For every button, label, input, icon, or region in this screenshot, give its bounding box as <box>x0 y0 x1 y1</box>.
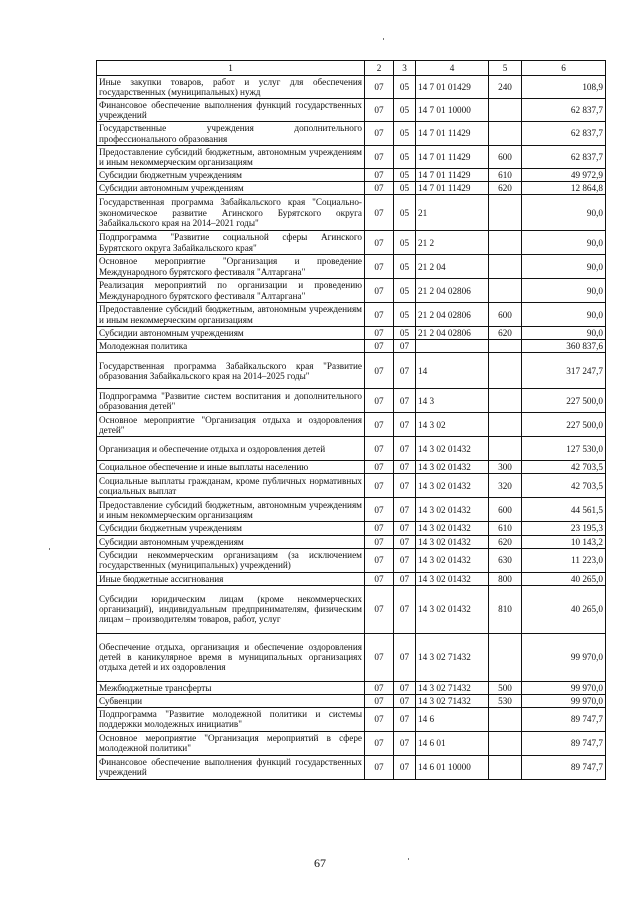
row-name: Социальные выплаты гражданам, кроме публичных нормативных социальных выплат <box>97 474 365 498</box>
row-subsection: 07 <box>394 353 416 389</box>
row-name: Межбюджетные трансферты <box>97 681 365 694</box>
table-row <box>97 755 606 779</box>
table-row <box>97 76 606 99</box>
row-target-article: 14 3 02 <box>416 413 489 437</box>
row-subsection: 07 <box>394 694 416 707</box>
table-row <box>97 279 606 303</box>
row-name: Субсидии бюджетным учреждениям <box>97 168 365 181</box>
row-expense-type: 240 <box>489 76 522 99</box>
row-name: Подпрограмма "Развитие социальной сферы Агинского Бурятского округа Забайкальского края" <box>97 231 365 255</box>
row-amount: 62 837,7 <box>522 122 606 145</box>
row-name: Субвенции <box>97 694 365 707</box>
row-section: 07 <box>365 437 394 461</box>
row-subsection: 07 <box>394 437 416 461</box>
row-section: 07 <box>365 389 394 413</box>
table-row <box>97 255 606 279</box>
row-section: 07 <box>365 413 394 437</box>
row-section: 07 <box>365 498 394 522</box>
row-expense-type <box>489 231 522 255</box>
row-amount: 10 143,2 <box>522 535 606 548</box>
row-target-article: 21 2 04 02806 <box>416 279 489 303</box>
table-row <box>97 181 606 194</box>
row-name: Государственные учреждения дополнительного профессионального образования <box>97 122 365 145</box>
row-subsection: 07 <box>394 585 416 633</box>
row-amount: 89 747,7 <box>522 707 606 731</box>
row-target-article: 14 7 01 01429 <box>416 76 489 99</box>
table-row <box>97 413 606 437</box>
row-amount: 99 970,0 <box>522 633 606 681</box>
row-name: Организация и обеспечение отдыха и оздоровления детей <box>97 437 365 461</box>
row-name: Финансовое обеспечение выполнения функций государственных учреждений <box>97 755 365 779</box>
row-amount: 317 247,7 <box>522 353 606 389</box>
row-expense-type <box>489 413 522 437</box>
table-row <box>97 340 606 353</box>
row-target-article: 14 3 02 01432 <box>416 474 489 498</box>
row-section: 07 <box>365 195 394 231</box>
row-name: Подпрограмма "Развитие молодежной политики и системы поддержки молодежных инициатив" <box>97 707 365 731</box>
row-subsection: 07 <box>394 707 416 731</box>
row-amount: 23 195,3 <box>522 522 606 535</box>
row-name: Субсидии юридическим лицам (кроме некоммерческих организаций), индивидуальным предпринимателям, физическим лицам – производителям товаров, работ, услуг <box>97 585 365 633</box>
row-subsection: 05 <box>394 327 416 340</box>
row-subsection: 05 <box>394 99 416 122</box>
row-expense-type: 620 <box>489 181 522 194</box>
row-expense-type: 610 <box>489 522 522 535</box>
table-row <box>97 389 606 413</box>
row-amount: 90,0 <box>522 279 606 303</box>
row-expense-type <box>489 633 522 681</box>
table-row <box>97 681 606 694</box>
table-row <box>97 535 606 548</box>
table-row <box>97 461 606 474</box>
row-name: Основное мероприятие "Организация и проведение Международного бурятского фестиваля "Алтаргана" <box>97 255 365 279</box>
row-amount: 90,0 <box>522 231 606 255</box>
row-section: 07 <box>365 535 394 548</box>
row-target-article: 14 3 02 01432 <box>416 461 489 474</box>
row-subsection: 05 <box>394 145 416 168</box>
row-amount: 42 703,5 <box>522 474 606 498</box>
row-section: 07 <box>365 694 394 707</box>
row-target-article: 14 3 02 71432 <box>416 633 489 681</box>
row-expense-type <box>489 255 522 279</box>
row-expense-type <box>489 340 522 353</box>
row-name: Предоставление субсидий бюджетным, автономным учреждениям и иным некоммерческим организациям <box>97 303 365 327</box>
row-section: 07 <box>365 353 394 389</box>
table-row <box>97 548 606 572</box>
row-section: 07 <box>365 707 394 731</box>
row-subsection: 05 <box>394 168 416 181</box>
row-name: Государственная программа Забайкальского края "Социально-экономическое развитие Агинского Бурятского округа Забайкальского края на 2014–2021 годы" <box>97 195 365 231</box>
row-subsection: 07 <box>394 548 416 572</box>
table-row <box>97 731 606 755</box>
row-section: 07 <box>365 279 394 303</box>
row-amount: 360 837,6 <box>522 340 606 353</box>
row-expense-type: 630 <box>489 548 522 572</box>
row-name: Финансовое обеспечение выполнения функций государственных учреждений <box>97 99 365 122</box>
row-target-article: 14 3 02 01432 <box>416 522 489 535</box>
table-row <box>97 145 606 168</box>
row-amount: 40 265,0 <box>522 585 606 633</box>
row-amount: 90,0 <box>522 255 606 279</box>
header-row <box>97 61 606 76</box>
row-section: 07 <box>365 681 394 694</box>
row-amount: 62 837,7 <box>522 99 606 122</box>
row-section: 07 <box>365 99 394 122</box>
table-row <box>97 498 606 522</box>
row-subsection: 07 <box>394 535 416 548</box>
row-name: Иные закупки товаров, работ и услуг для обеспечения государственных (муниципальных) нужд <box>97 76 365 99</box>
row-amount: 49 972,9 <box>522 168 606 181</box>
row-expense-type: 600 <box>489 498 522 522</box>
row-name: Субсидии бюджетным учреждениям <box>97 522 365 535</box>
row-target-article: 21 2 04 <box>416 255 489 279</box>
row-target-article: 21 2 04 02806 <box>416 327 489 340</box>
row-name: Государственная программа Забайкальского края "Развитие образования Забайкальского края на 2014–2025 годы" <box>97 353 365 389</box>
row-target-article: 14 3 02 01432 <box>416 548 489 572</box>
table-row <box>97 694 606 707</box>
table-row <box>97 633 606 681</box>
row-section: 07 <box>365 572 394 585</box>
row-target-article: 14 7 01 11429 <box>416 168 489 181</box>
row-amount: 62 837,7 <box>522 145 606 168</box>
table-row <box>97 437 606 461</box>
row-amount: 227 500,0 <box>522 413 606 437</box>
table-row <box>97 99 606 122</box>
table-row <box>97 231 606 255</box>
scan-speck <box>49 548 50 550</box>
row-name: Молодежная политика <box>97 340 365 353</box>
row-subsection: 07 <box>394 633 416 681</box>
row-subsection: 07 <box>394 755 416 779</box>
row-expense-type: 530 <box>489 694 522 707</box>
row-amount: 90,0 <box>522 195 606 231</box>
row-section: 07 <box>365 522 394 535</box>
row-target-article: 14 6 01 <box>416 731 489 755</box>
row-subsection: 07 <box>394 474 416 498</box>
row-subsection: 05 <box>394 255 416 279</box>
row-section: 07 <box>365 327 394 340</box>
row-section: 07 <box>365 181 394 194</box>
row-section: 07 <box>365 461 394 474</box>
row-section: 07 <box>365 145 394 168</box>
row-subsection: 05 <box>394 76 416 99</box>
row-subsection: 07 <box>394 572 416 585</box>
table-row <box>97 353 606 389</box>
row-expense-type <box>489 195 522 231</box>
row-name: Предоставление субсидий бюджетным, автономным учреждениям и иным некоммерческим организациям <box>97 145 365 168</box>
row-name: Субсидии автономным учреждениям <box>97 327 365 340</box>
row-target-article: 14 3 02 71432 <box>416 694 489 707</box>
row-target-article: 14 3 <box>416 389 489 413</box>
table-row <box>97 303 606 327</box>
row-section: 07 <box>365 548 394 572</box>
row-amount: 40 265,0 <box>522 572 606 585</box>
row-name: Иные бюджетные ассигнования <box>97 572 365 585</box>
row-section: 07 <box>365 303 394 327</box>
row-target-article: 21 2 <box>416 231 489 255</box>
row-expense-type: 600 <box>489 145 522 168</box>
row-expense-type: 800 <box>489 572 522 585</box>
row-name: Основное мероприятие "Организация отдыха и оздоровления детей" <box>97 413 365 437</box>
row-section: 07 <box>365 231 394 255</box>
row-expense-type: 620 <box>489 327 522 340</box>
row-expense-type <box>489 99 522 122</box>
row-name: Субсидии автономным учреждениям <box>97 535 365 548</box>
row-name: Субсидии некоммерческим организациям (за исключением государственных (муниципальных) учреждений) <box>97 548 365 572</box>
row-subsection: 07 <box>394 413 416 437</box>
row-subsection: 05 <box>394 231 416 255</box>
row-amount: 90,0 <box>522 303 606 327</box>
row-name: Субсидии автономным учреждениям <box>97 181 365 194</box>
row-expense-type <box>489 437 522 461</box>
table-row <box>97 327 606 340</box>
row-section: 07 <box>365 76 394 99</box>
row-name: Обеспечение отдыха, организация и обеспечение оздоровления детей в каникулярное время в муниципальных организациях отдыха детей и их оздоровления <box>97 633 365 681</box>
row-amount: 99 970,0 <box>522 681 606 694</box>
row-name: Основное мероприятие "Организация мероприятий в сфере молодежной политики" <box>97 731 365 755</box>
row-amount: 127 530,0 <box>522 437 606 461</box>
row-expense-type: 500 <box>489 681 522 694</box>
row-target-article <box>416 340 489 353</box>
row-section: 07 <box>365 585 394 633</box>
row-name: Реализация мероприятий по организации и проведению Международного бурятского фестиваля "Алтаргана" <box>97 279 365 303</box>
row-target-article: 14 <box>416 353 489 389</box>
row-expense-type: 320 <box>489 474 522 498</box>
row-target-article: 14 7 01 11429 <box>416 145 489 168</box>
header-cell: 4 <box>416 61 489 76</box>
header-cell: 5 <box>489 61 522 76</box>
row-section: 07 <box>365 474 394 498</box>
row-amount: 99 970,0 <box>522 694 606 707</box>
row-expense-type <box>489 279 522 303</box>
row-subsection: 07 <box>394 461 416 474</box>
row-subsection: 07 <box>394 522 416 535</box>
row-subsection: 05 <box>394 303 416 327</box>
row-subsection: 07 <box>394 389 416 413</box>
row-target-article: 14 7 01 11429 <box>416 181 489 194</box>
row-expense-type <box>489 707 522 731</box>
row-subsection: 05 <box>394 122 416 145</box>
table-body <box>97 76 606 780</box>
row-subsection: 07 <box>394 731 416 755</box>
row-amount: 89 747,7 <box>522 755 606 779</box>
budget-table <box>96 60 606 780</box>
row-expense-type: 300 <box>489 461 522 474</box>
header-cell: 6 <box>522 61 606 76</box>
row-section: 07 <box>365 122 394 145</box>
row-section: 07 <box>365 340 394 353</box>
row-target-article: 21 2 04 02806 <box>416 303 489 327</box>
row-section: 07 <box>365 255 394 279</box>
row-target-article: 14 3 02 01432 <box>416 498 489 522</box>
row-amount: 227 500,0 <box>522 389 606 413</box>
row-section: 07 <box>365 731 394 755</box>
table-row <box>97 585 606 633</box>
row-expense-type <box>489 731 522 755</box>
row-target-article: 14 6 01 10000 <box>416 755 489 779</box>
header-cell: 3 <box>394 61 416 76</box>
row-expense-type: 620 <box>489 535 522 548</box>
row-expense-type <box>489 389 522 413</box>
row-subsection: 07 <box>394 340 416 353</box>
scan-speck <box>383 38 384 40</box>
row-subsection: 05 <box>394 181 416 194</box>
table-row <box>97 474 606 498</box>
row-expense-type <box>489 353 522 389</box>
row-amount: 90,0 <box>522 327 606 340</box>
row-subsection: 07 <box>394 681 416 694</box>
row-amount: 12 864,8 <box>522 181 606 194</box>
table-row <box>97 122 606 145</box>
row-target-article: 14 7 01 10000 <box>416 99 489 122</box>
row-subsection: 05 <box>394 279 416 303</box>
scan-speck <box>408 858 409 860</box>
row-section: 07 <box>365 633 394 681</box>
row-target-article: 14 3 02 01432 <box>416 585 489 633</box>
row-target-article: 14 3 02 71432 <box>416 681 489 694</box>
row-section: 07 <box>365 168 394 181</box>
page-number: 67 <box>314 856 326 870</box>
row-amount: 42 703,5 <box>522 461 606 474</box>
row-name: Предоставление субсидий бюджетным, автономным учреждениям и иным некоммерческим организациям <box>97 498 365 522</box>
row-target-article: 14 3 02 01432 <box>416 535 489 548</box>
table-row <box>97 168 606 181</box>
table-row <box>97 522 606 535</box>
row-subsection: 05 <box>394 195 416 231</box>
row-amount: 108,9 <box>522 76 606 99</box>
row-name: Подпрограмма "Развитие систем воспитания и дополнительного образования детей" <box>97 389 365 413</box>
table-row <box>97 572 606 585</box>
table-row <box>97 707 606 731</box>
row-expense-type <box>489 122 522 145</box>
row-expense-type: 610 <box>489 168 522 181</box>
row-target-article: 14 6 <box>416 707 489 731</box>
row-subsection: 07 <box>394 498 416 522</box>
header-cell: 1 <box>97 61 365 76</box>
row-name: Социальное обеспечение и иные выплаты населению <box>97 461 365 474</box>
header-cell: 2 <box>365 61 394 76</box>
row-amount: 44 561,5 <box>522 498 606 522</box>
row-target-article: 14 3 02 01432 <box>416 572 489 585</box>
row-amount: 11 223,0 <box>522 548 606 572</box>
row-target-article: 21 <box>416 195 489 231</box>
row-expense-type: 600 <box>489 303 522 327</box>
row-target-article: 14 7 01 11429 <box>416 122 489 145</box>
row-expense-type: 810 <box>489 585 522 633</box>
row-amount: 89 747,7 <box>522 731 606 755</box>
row-expense-type <box>489 755 522 779</box>
table-row <box>97 195 606 231</box>
row-section: 07 <box>365 755 394 779</box>
row-target-article: 14 3 02 01432 <box>416 437 489 461</box>
